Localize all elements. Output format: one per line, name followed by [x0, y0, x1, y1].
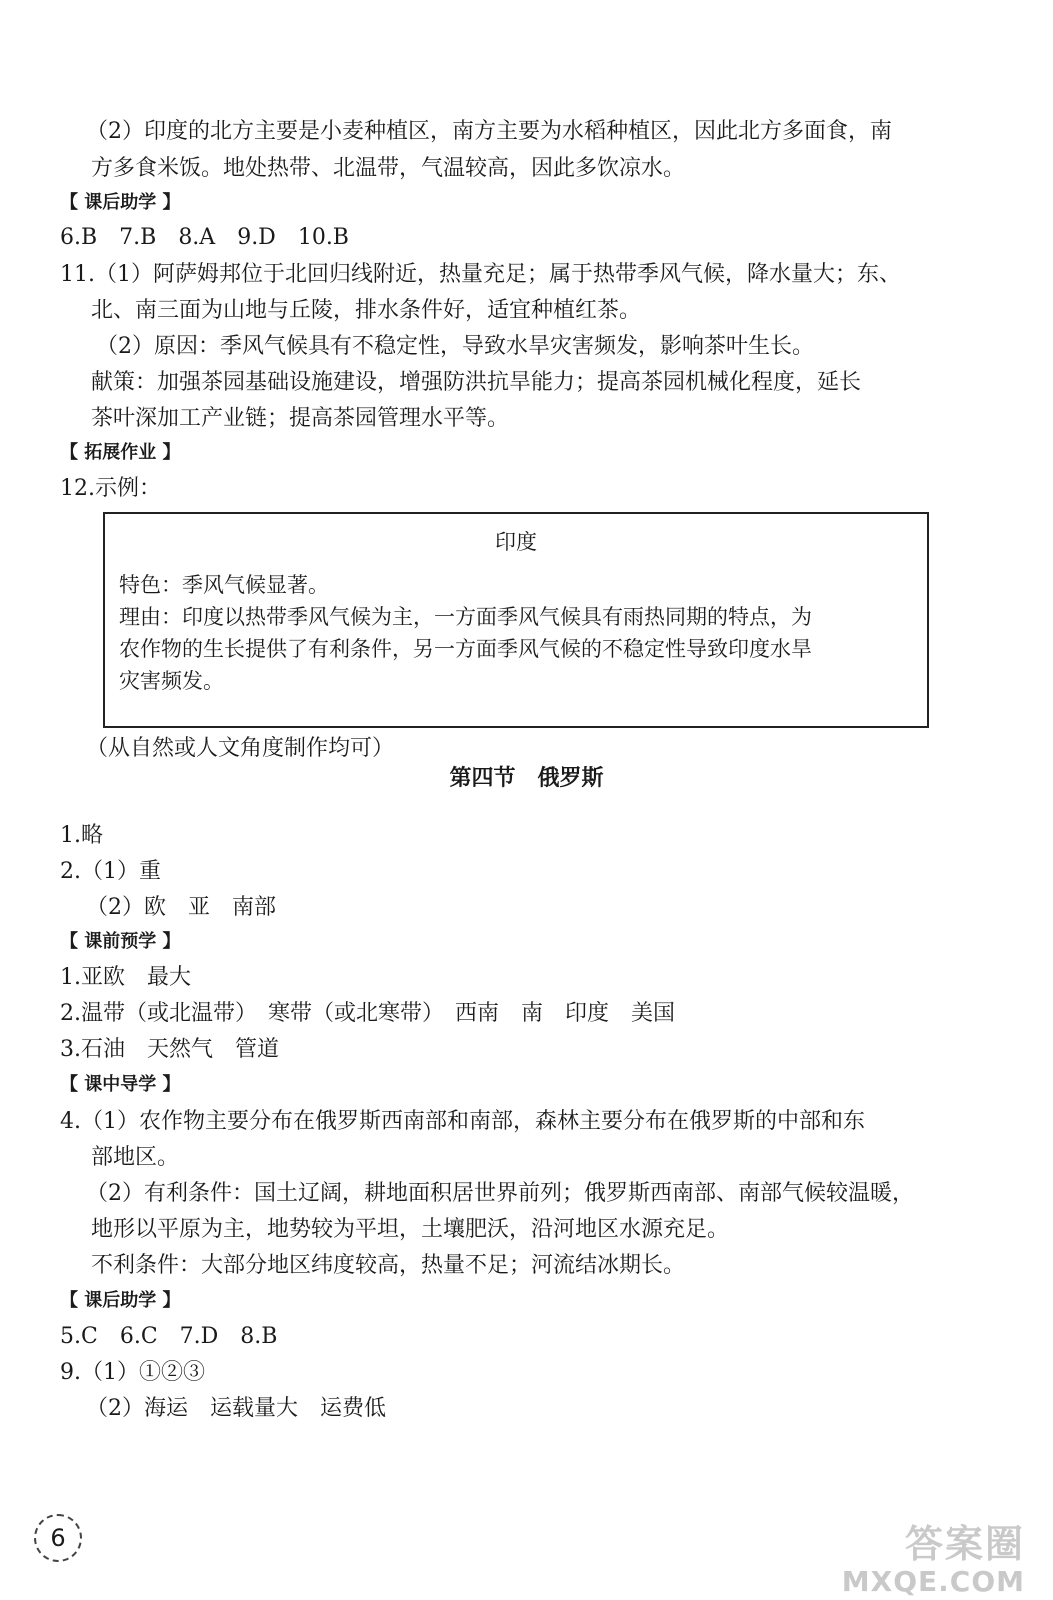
- note-line: （从自然或人文角度制作均可）: [86, 736, 395, 761]
- section-heading-keqian: 【 课前预学 】: [60, 931, 181, 952]
- section-heading-kehou: 【 课后助学 】: [60, 1290, 181, 1311]
- answer-line: 部地区。: [91, 1145, 180, 1170]
- example-box-line: 灾害频发。: [119, 669, 224, 693]
- watermark-cn: 答案圈: [904, 1522, 1025, 1566]
- answer-line: （2）欧 亚 南部: [86, 895, 276, 920]
- section-heading-kezhong: 【 课中导学 】: [60, 1074, 181, 1095]
- answer-line: 11.（1）阿萨姆邦位于北回归线附近，热量充足；属于热带季风气候，降水量大；东、: [60, 262, 901, 287]
- example-box-line: 理由：印度以热带季风气候为主，一方面季风气候具有雨热同期的特点，为: [119, 605, 812, 629]
- watermark-logo: [842, 1522, 1025, 1598]
- answer-line: 9.（1）①②③: [60, 1360, 205, 1385]
- example-box-line: 特色：季风气候显著。: [119, 573, 329, 597]
- answer-line: 不利条件：大部分地区纬度较高，热量不足；河流结冰期长。: [91, 1253, 686, 1278]
- section-heading-kehou: 【 课后助学 】: [60, 192, 181, 213]
- answer-line: 茶叶深加工产业链；提高茶园管理水平等。: [91, 406, 510, 431]
- answer-line: 北、南三面为山地与丘陵，排水条件好，适宜种植红茶。: [91, 298, 642, 323]
- answer-line: （2）海运 运载量大 运费低: [86, 1396, 386, 1421]
- answer-line: （2）印度的北方主要是小麦种植区，南方主要为水稻种植区，因此北方多面食，南: [86, 119, 892, 144]
- answer-line: 方多食米饭。地处热带、北温带，气温较高，因此多饮凉水。: [91, 156, 686, 181]
- example-box: [103, 512, 929, 728]
- answer-line: 4.（1）农作物主要分布在俄罗斯西南部和南部，森林主要分布在俄罗斯的中部和东: [60, 1109, 865, 1134]
- page-number: 6: [34, 1514, 82, 1562]
- answer-line: （2）有利条件：国土辽阔，耕地面积居世界前列；俄罗斯西南部、南部气候较温暖，: [86, 1181, 914, 1206]
- example-box-title: 印度: [495, 530, 537, 554]
- answer-line: 2.（1）重: [60, 859, 161, 884]
- answer-line: 献策：加强茶园基础设施建设，增强防洪抗旱能力；提高茶园机械化程度，延长: [91, 370, 862, 395]
- answer-line: （2）原因：季风气候具有不稳定性，导致水旱灾害频发，影响茶叶生长。: [96, 334, 814, 359]
- answer-line: 5.C 6.C 7.D 8.B: [60, 1324, 278, 1349]
- answer-line: 12.示例：: [60, 476, 161, 501]
- answer-line: 地形以平原为主，地势较为平坦，土壤肥沃，沿河地区水源充足。: [91, 1217, 730, 1242]
- section-title: 第四节 俄罗斯: [449, 766, 604, 791]
- answer-line: 1.亚欧 最大: [60, 965, 191, 990]
- example-box-line: 农作物的生长提供了有利条件，另一方面季风气候的不稳定性导致印度水旱: [119, 637, 812, 661]
- answer-line: 3.石油 天然气 管道: [60, 1037, 279, 1062]
- answer-line: 6.B 7.B 8.A 9.D 10.B: [60, 225, 349, 250]
- answer-line: 1.略: [60, 823, 103, 848]
- section-heading-tuozhan: 【 拓展作业 】: [60, 442, 181, 463]
- answer-line: 2.温带（或北温带） 寒带（或北寒带） 西南 南 印度 美国: [60, 1001, 675, 1026]
- watermark-en: MXQE.COM: [841, 1565, 1025, 1598]
